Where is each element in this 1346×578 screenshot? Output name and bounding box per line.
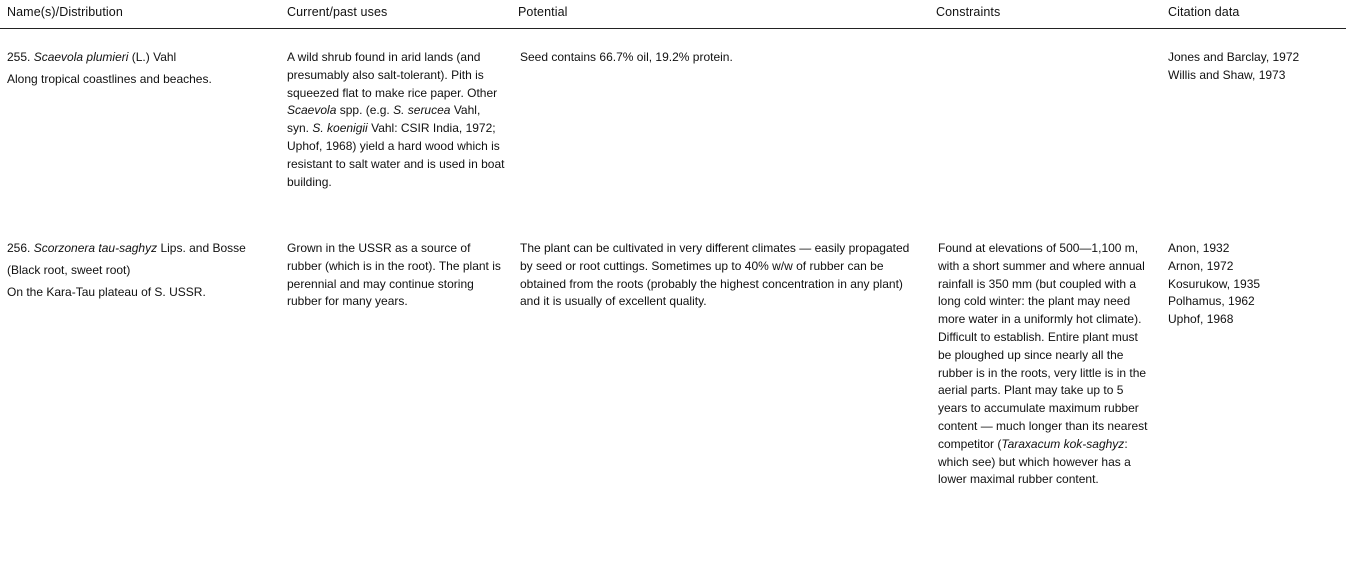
entry-256-citation-cell xyxy=(1168,240,1343,329)
entry-255-uses-cell xyxy=(287,49,505,191)
entry-255-uses: A wild shrub found in arid lands (and presumably also salt-tolerant). Pith is squeezed flat to make rice paper. Other Scaevola spp. (e.g. S. serucea Vahl, syn. S. koenigii Vahl: CSIR India, 1972; Uphof, 1968) yield a hard wood which is resistant to salt water and is used in boat building. xyxy=(287,50,505,189)
species-reference: Taraxacum kok-saghyz xyxy=(1001,436,1125,451)
citation-line: Jones and Barclay, 1972 xyxy=(1168,50,1300,64)
header-name-distribution: Name(s)/Distribution xyxy=(7,5,123,19)
citation-line: Willis and Shaw, 1973 xyxy=(1168,67,1286,82)
entry-255-distribution: Along tropical coastlines and beaches. xyxy=(7,71,212,86)
entry-256-potential-cell xyxy=(520,240,920,311)
header-constraints: Constraints xyxy=(936,5,1001,19)
citation-line: Uphof, 1968 xyxy=(1168,312,1234,327)
species-authority: Lips. and Bosse xyxy=(160,241,246,255)
entry-256-name-cell xyxy=(7,240,272,301)
entry-255-citation-cell xyxy=(1168,49,1343,85)
entry-256-distribution: On the Kara-Tau plateau of S. USSR. xyxy=(7,284,206,299)
citation-line: Anon, 1932 xyxy=(1168,241,1230,255)
header-potential: Potential xyxy=(518,5,568,19)
entry-256-constraints: Found at elevations of 500—1,100 m, with a short summer and where annual rainfall is 350 mm (but coupled with a long cold winter: the plant may need more water in a uniformly hot climate). Difficult to establish. Entire plant must be ploughed up since nearly all the rubber is in the roots, very little is in the aerial parts. Plant may take up to 5 years to accumulate maximum rubber content — much longer than its nearest competitor (Taraxacum kok-saghyz: which see) but which however has a lower maximal rubber content. xyxy=(938,241,1148,487)
entry-255-potential-cell xyxy=(520,49,920,67)
citation-line: Polhamus, 1962 xyxy=(1168,294,1255,309)
entry-number: 255. xyxy=(7,50,31,64)
entry-256-title xyxy=(7,240,272,258)
header-uses: Current/past uses xyxy=(287,5,388,19)
citation-line: Kosurukow, 1935 xyxy=(1168,276,1261,291)
species-authority: (L.) Vahl xyxy=(131,50,177,64)
entry-number: 256. xyxy=(7,241,31,255)
entry-256-constraints-cell xyxy=(938,240,1148,489)
table-header xyxy=(0,0,1346,30)
entry-255-title xyxy=(7,49,272,67)
entry-255-name-cell xyxy=(7,49,272,89)
species-name: Scaevola plumieri xyxy=(33,50,129,64)
entry-255-potential: Seed contains 66.7% oil, 19.2% protein. xyxy=(520,50,733,64)
header-citation: Citation data xyxy=(1168,5,1240,19)
entry-256-uses: Grown in the USSR as a source of rubber (which is in the root). The plant is perennial and may continue storing rubber for many years. xyxy=(287,241,501,309)
entry-256-potential: The plant can be cultivated in very different climates — easily propagated by seed or root cuttings. Sometimes up to 40% w/w of rubber can be obtained from the roots (probably the highest concentration in any plant) and it is usually of excellent quality. xyxy=(520,241,910,309)
species-name: Scorzonera tau-saghyz xyxy=(33,241,158,255)
header-rule xyxy=(0,28,1346,29)
entry-256-uses-cell xyxy=(287,240,505,311)
citation-line: Arnon, 1972 xyxy=(1168,258,1234,273)
entry-256-common-name: (Black root, sweet root) xyxy=(7,262,131,277)
